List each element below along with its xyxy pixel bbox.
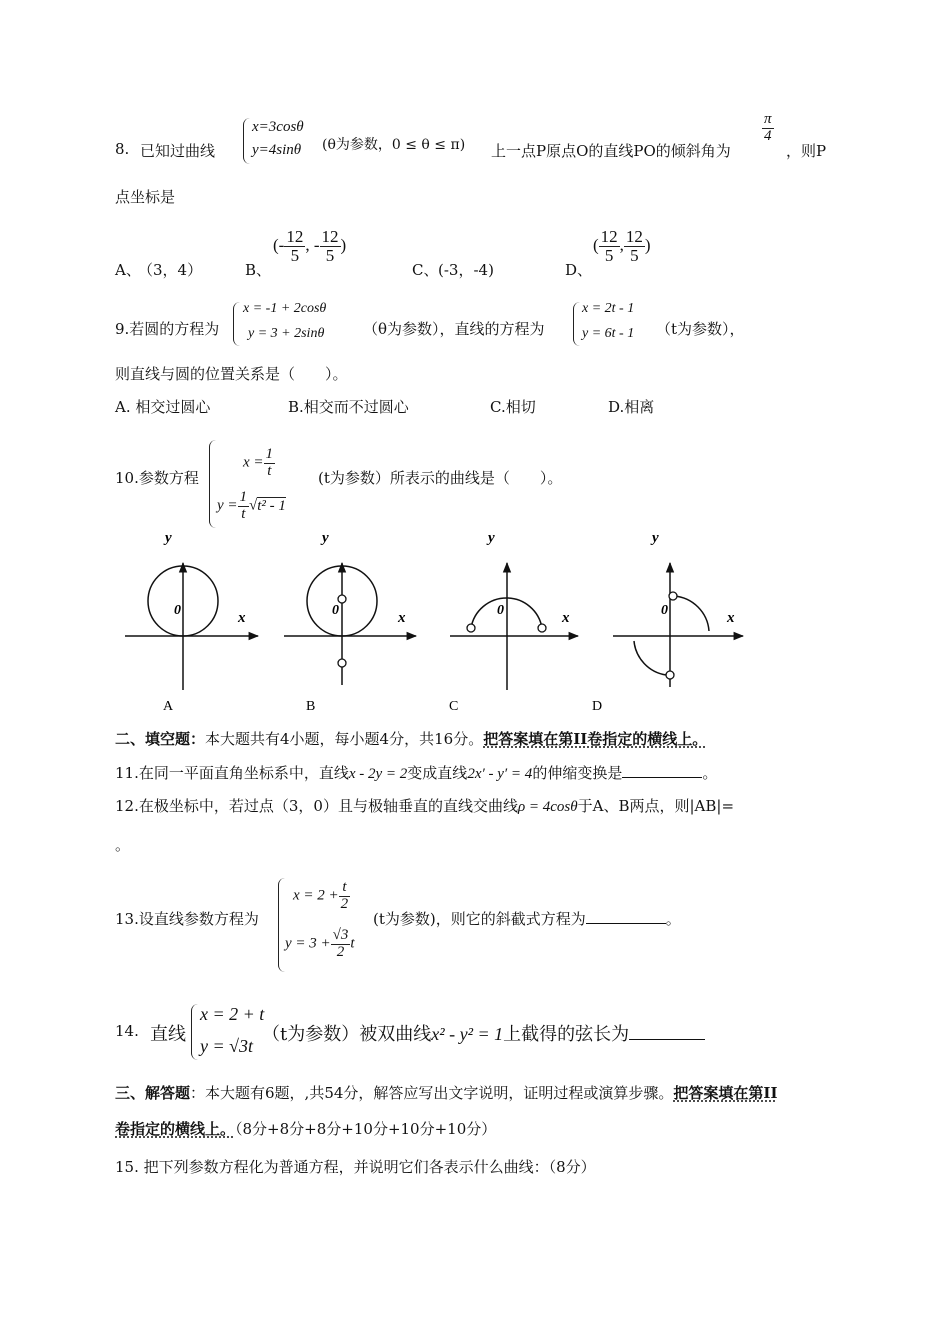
q8-brace <box>243 118 250 164</box>
q8-option-d-label: D、 <box>565 261 593 279</box>
q8-eq2: y=4sinθ <box>252 142 302 158</box>
section3-line2: 卷指定的横线上。（8分+8分+8分+10分+10分+10分） <box>115 1120 497 1138</box>
q13-answer-blank[interactable] <box>586 923 666 924</box>
q13-y-eq: y = 3 + $\frac{√3}{2}$ t <box>285 927 355 960</box>
q8-tail: ，则P <box>786 142 827 160</box>
q9-option-d: D.相离 <box>608 398 655 416</box>
q9-option-c: C.相切 <box>490 398 536 416</box>
q8-option-c: (-3，-4) <box>438 261 494 279</box>
q14-lead: 直线 <box>150 1024 186 1045</box>
q13-x-eq: x = 2 + $\frac{t}{2}$ <box>293 879 349 912</box>
q8-option-b-label: B、 <box>245 261 272 279</box>
q8-mid: 上一点P原点O的直线PO的倾斜角为 <box>491 142 731 160</box>
q14-answer-blank[interactable] <box>629 1039 705 1040</box>
section2-strong: 把答案填在第II卷指定的横线上。 <box>483 730 708 748</box>
q10-x-eq: x = $\frac{1}{t}$ <box>243 446 274 479</box>
q9-option-a: A. 相交过圆心 <box>115 398 211 416</box>
figure-c <box>449 530 578 714</box>
q8-option-b: (- $\frac{12}{5}$ , - $\frac{12}{5}$ ) <box>273 227 347 265</box>
q8-option-a: （3，4） <box>138 261 203 279</box>
figure-d <box>592 530 743 714</box>
q11-answer-blank[interactable] <box>622 777 702 778</box>
q12-line2: 。 <box>115 836 131 854</box>
fig-b-caption: B <box>306 699 316 714</box>
q14-brace <box>191 1004 198 1060</box>
q14-eq1: x = 2 + t <box>200 1004 265 1024</box>
q9-option-b: B.相交而不过圆心 <box>288 398 409 416</box>
q10-y-eq: y = $\frac{1}{t}$ √t² - 1 <box>217 489 286 522</box>
section2-body: 本大题共有4小题，每小题4分，共16分。 <box>205 730 484 748</box>
q13-lead: 13.设直线参数方程为 <box>115 910 259 928</box>
q12: 12.在极坐标中，若过点（3，0）且与极轴垂直的直线交曲线ρ = 4cosθ于A、B两点，则|AB|= <box>115 797 735 815</box>
q9-line-eq1: x = 2t - 1 <box>582 301 635 316</box>
q8-option-c-label: C、 <box>412 261 439 279</box>
q8-option-d: ( $\frac{12}{5}$ , $\frac{12}{5}$ ) <box>593 227 651 265</box>
q9-line2: 则直线与圆的位置关系是（ ）。 <box>115 365 348 383</box>
fig-a-caption: A <box>163 699 174 714</box>
fig-c-y-label: y <box>488 530 495 546</box>
fig-c-caption: C <box>449 699 459 714</box>
q10-figures <box>110 525 770 720</box>
fig-d-x-label: x <box>727 610 735 626</box>
q9-circle-brace <box>233 302 240 346</box>
q14-mid: （t为参数）被双曲线x² - y² = 1上截得的弦长为 <box>262 1020 705 1046</box>
fig-a-y-label: y <box>165 530 172 546</box>
fig-a-origin: 0 <box>174 603 181 618</box>
q13-brace <box>278 878 285 972</box>
fig-c-origin: 0 <box>497 603 504 618</box>
fig-b-y-label: y <box>322 530 329 546</box>
q9-tail: （t为参数）， <box>656 320 745 338</box>
q9-circle-eq1: x = -1 + 2cosθ <box>243 301 327 316</box>
figure-a <box>125 530 258 714</box>
q14-eq2: y = √3t <box>200 1036 254 1056</box>
fig-a-x-label: x <box>238 610 246 626</box>
fig-b-x-label: x <box>398 610 406 626</box>
q8-number: 8. <box>115 140 130 158</box>
q10-param: (t为参数）所表示的曲线是（ ）。 <box>318 469 563 487</box>
section2-heading <box>115 728 707 749</box>
q8-param: (θ为参数，0 ≤ θ ≤ π) <box>322 137 466 153</box>
q8-line2: 点坐标是 <box>115 188 176 206</box>
q9-line-brace <box>573 302 580 346</box>
fig-d-origin: 0 <box>661 603 668 618</box>
q9-line-eq2: y = 6t - 1 <box>582 326 635 341</box>
fig-d-y-label: y <box>652 530 659 546</box>
q8-lead: 已知过曲线 <box>140 142 216 160</box>
q8-eq1: x=3cosθ <box>252 119 304 135</box>
q10-lead: 10.参数方程 <box>115 469 199 487</box>
section2-head: 二、填空题： <box>115 730 206 748</box>
figure-b <box>284 530 416 714</box>
q8-angle: $\frac{\pi}{4}$ <box>764 111 772 144</box>
fig-d-caption: D <box>592 699 603 714</box>
q11: 11.在同一平面直角坐标系中，直线x - 2y = 2变成直线2x′ - y′ = 4的伸缩变换是 。 <box>115 764 718 782</box>
q14-number: 14. <box>115 1022 139 1040</box>
q9-lead: 9.若圆的方程为 <box>115 320 220 338</box>
q13-mid: (t为参数)，则它的斜截式方程为 。 <box>373 910 681 928</box>
q9-mid: （θ为参数），直线的方程为 <box>363 320 545 338</box>
q15: 15. 把下列参数方程化为普通方程，并说明它们各表示什么曲线：（8分） <box>115 1158 596 1176</box>
section3-line1: 三、解答题：本大题有6题，,共54分，解答应写出文字说明，证明过程或演算步骤。把答案填在第II <box>115 1084 778 1102</box>
q9-circle-eq2: y = 3 + 2sinθ <box>248 326 325 341</box>
q8-option-a-label: A、 <box>115 261 141 279</box>
fig-b-origin: 0 <box>332 603 339 618</box>
q10-brace <box>209 440 216 528</box>
fig-c-x-label: x <box>562 610 570 626</box>
